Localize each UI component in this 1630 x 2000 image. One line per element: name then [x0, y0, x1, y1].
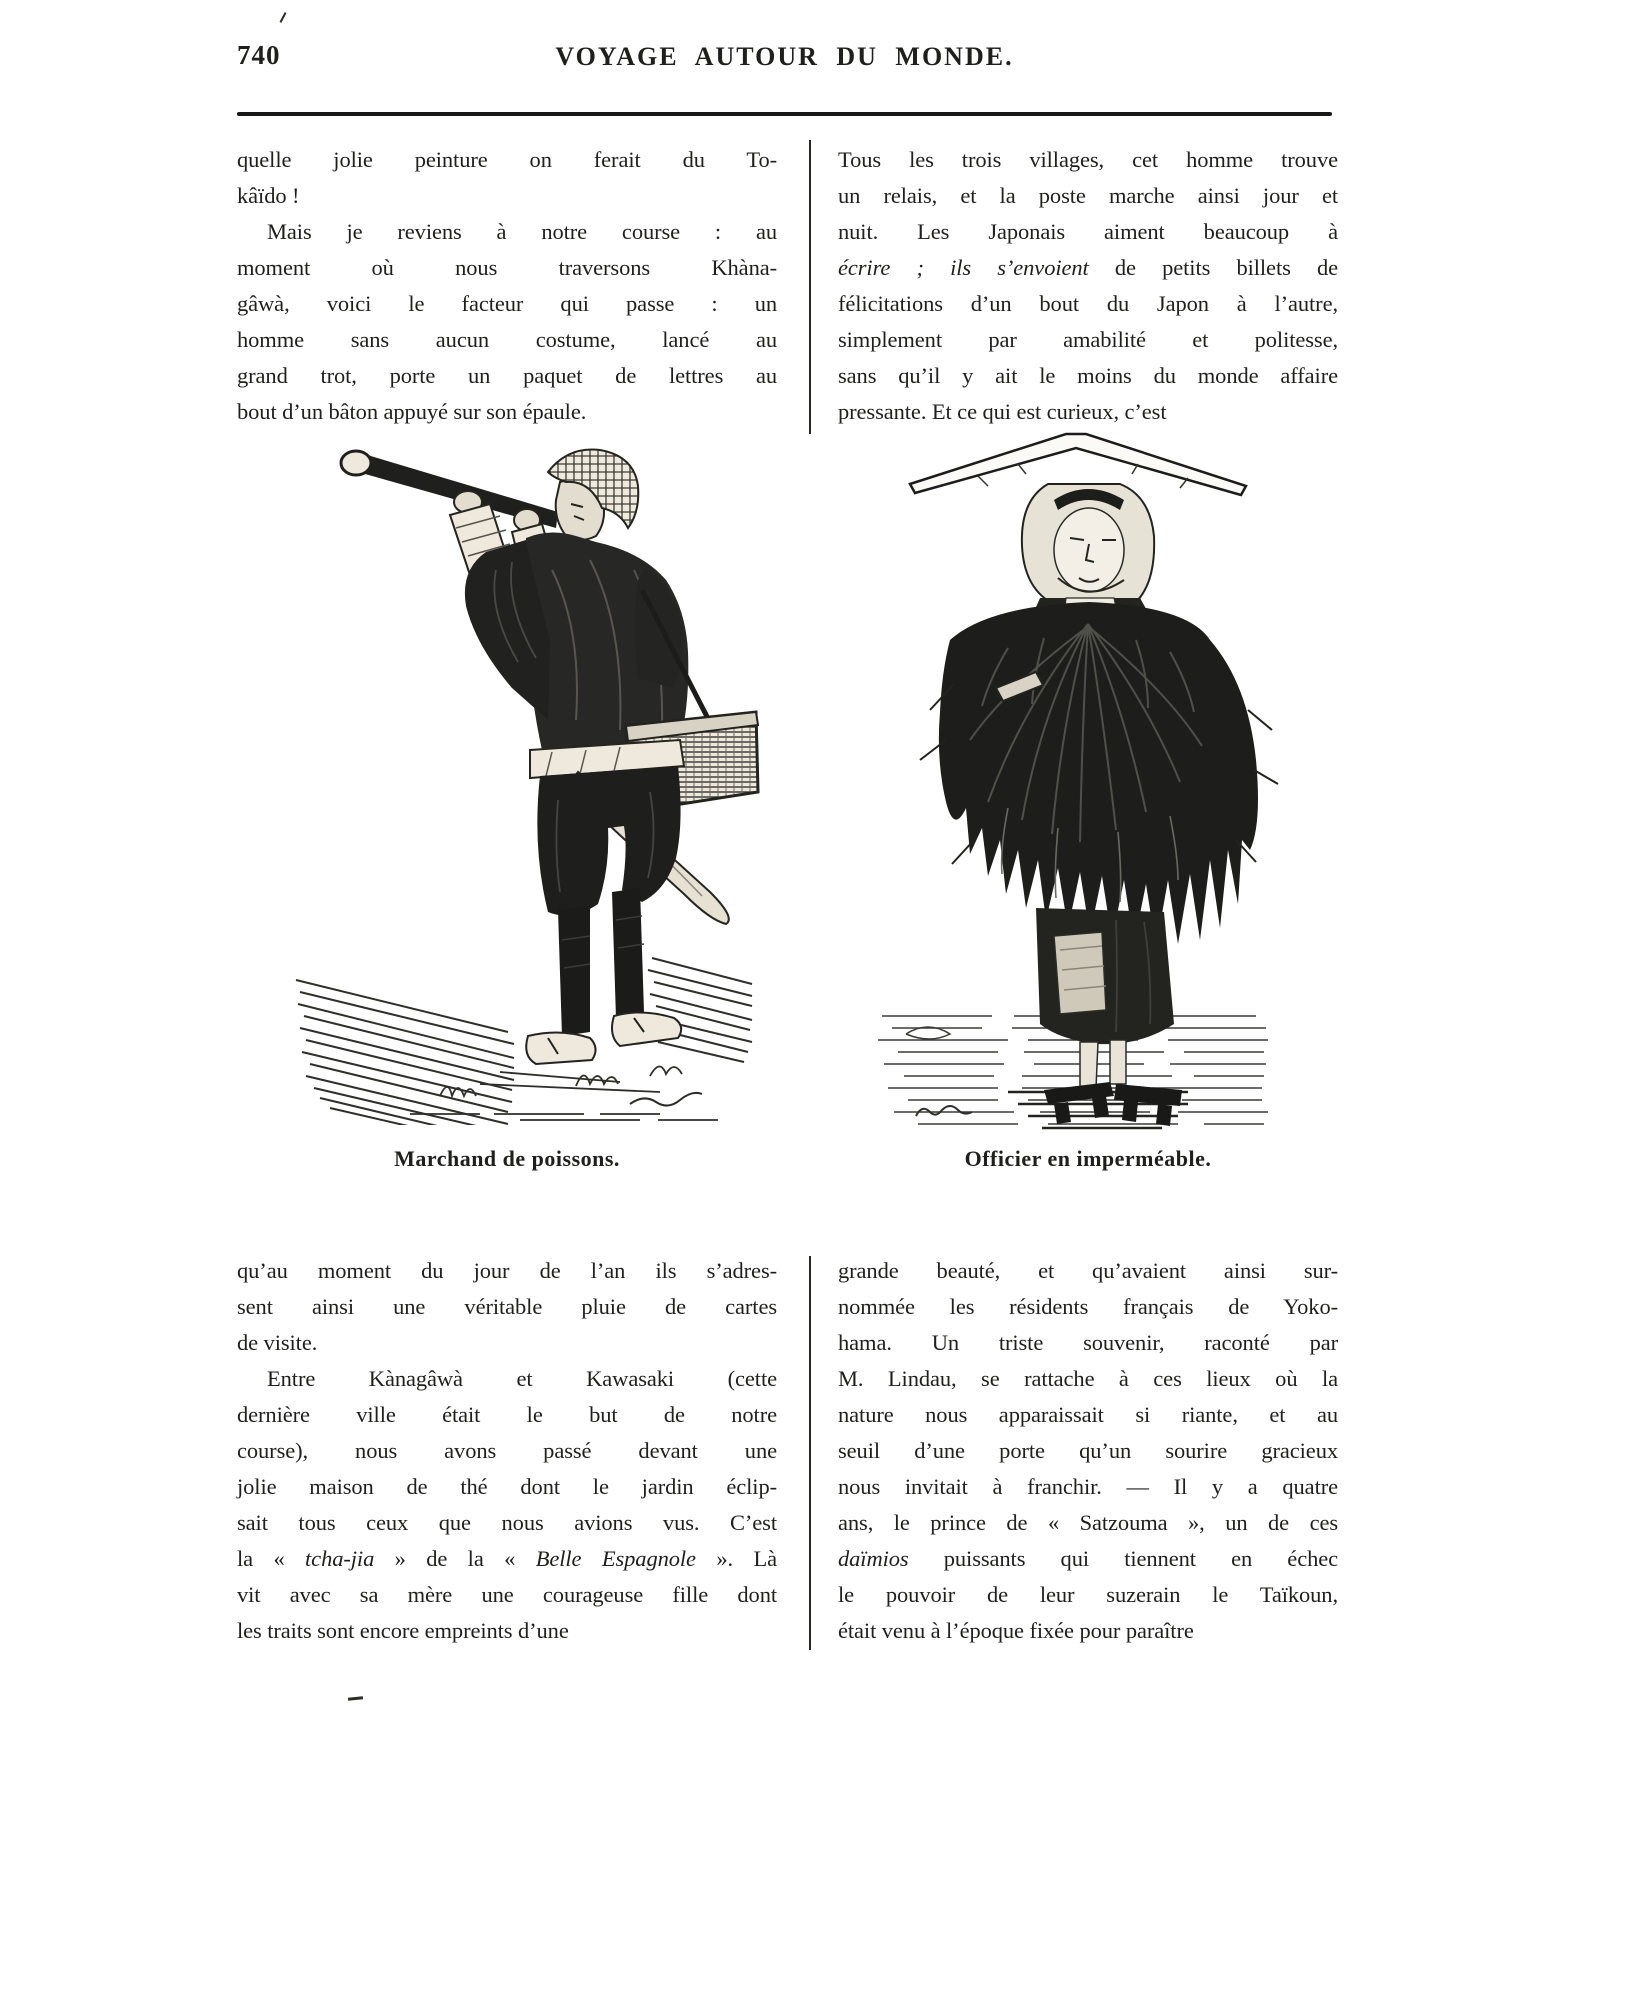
running-title: VOYAGE AUTOUR DU MONDE.	[555, 42, 1014, 71]
text-line: pressante. Et ce qui est curieux, c’est	[838, 399, 1167, 424]
text-line: le pouvoir de leur suzerain le Taïkoun,	[838, 1582, 1338, 1607]
right-sandal	[612, 1012, 681, 1046]
text-line: un relais, et la poste marche ainsi jour et	[838, 183, 1338, 208]
column-divider-top	[809, 140, 811, 434]
text-line: sans qu’il y ait le moins du monde affaire	[838, 363, 1338, 388]
left-sandal	[526, 1032, 595, 1064]
text-column-bottom-right	[838, 1253, 1338, 1649]
trousers	[537, 766, 680, 916]
text-line: Mais je reviens à notre course : au	[267, 219, 777, 244]
text-line: Entre Kànagâwà et Kawasaki (cette	[267, 1366, 777, 1391]
text-line: Tous les trois villages, cet homme trouve	[838, 147, 1338, 172]
header-rule	[237, 112, 1332, 116]
text-line: nommée les résidents français de Yoko-	[838, 1294, 1338, 1319]
text-line: M. Lindau, se rattache à ces lieux où la	[838, 1366, 1338, 1391]
officer-figure	[910, 434, 1278, 1126]
right-ankle	[1110, 1040, 1126, 1084]
left-ankle	[1080, 1042, 1098, 1088]
text-line: qu’au moment du jour de l’an ils s’adres-	[237, 1258, 777, 1283]
text-line: gâwà, voici le facteur qui passe : un	[237, 291, 777, 316]
text-line: grand trot, porte un paquet de lettres au	[237, 363, 777, 388]
text-line: nature nous apparaissait si riante, et au	[838, 1402, 1338, 1427]
text-line: jolie maison de thé dont le jardin éclip-	[237, 1474, 777, 1499]
text-line: la « tcha-jia » de la « Belle Espagnole ». Là	[237, 1546, 777, 1571]
figure-caption-right: Officier en imperméable.	[964, 1146, 1212, 1171]
text-line: dernière ville était le but de notre	[237, 1402, 777, 1427]
text-line: était venu à l’époque fixée pour paraître	[838, 1618, 1194, 1643]
fish-merchant-figure	[341, 449, 758, 1064]
ground-hatching	[296, 958, 752, 1125]
left-shin	[558, 906, 590, 1036]
stray-mark	[348, 1696, 363, 1701]
text-line: les traits sont encore empreints d’une	[237, 1618, 569, 1643]
text-column-top-left	[237, 142, 777, 430]
fish-merchant-engraving	[290, 420, 760, 1125]
robe-panel	[1054, 932, 1106, 1014]
page-number: 740	[237, 40, 281, 70]
text-line: grande beauté, et qu’avaient ainsi sur-	[838, 1258, 1338, 1283]
text-line: simplement par amabilité et politesse,	[838, 327, 1338, 352]
text-line: félicitations d’un bout du Japon à l’autre,	[838, 291, 1338, 316]
text-line: écrire ; ils s’envoient de petits billets de	[838, 255, 1338, 280]
text-line: ans, le prince de « Satzouma », un de ces	[838, 1510, 1338, 1535]
figure-caption-left: Marchand de poissons.	[394, 1146, 620, 1171]
text-line: de visite.	[237, 1330, 318, 1355]
text-line: nous invitait à franchir. — Il y a quatre	[838, 1474, 1338, 1499]
text-line: bout d’un bâton appuyé sur son épaule.	[237, 399, 587, 424]
engraver-signature	[916, 1106, 972, 1116]
text-line: course), nous avons passé devant une	[237, 1438, 777, 1463]
text-line: sait tous ceux que nous avions vus. C’est	[237, 1510, 777, 1535]
text-line: hama. Un triste souvenir, raconté par	[838, 1330, 1338, 1355]
straw-cape	[939, 602, 1258, 948]
text-line: quelle jolie peinture on ferait du To-	[237, 147, 777, 172]
stray-mark	[280, 12, 287, 23]
text-line: homme sans aucun costume, lancé au	[237, 327, 777, 352]
text-column-top-right	[838, 142, 1338, 430]
face	[1054, 508, 1124, 592]
horn-bell	[341, 451, 371, 475]
engraver-signature	[630, 1093, 702, 1106]
text-line: seuil d’une porte qu’un sourire gracieux	[838, 1438, 1338, 1463]
officer-straw-raincoat-engraving	[858, 388, 1298, 1143]
text-line: daïmios puissants qui tiennent en échec	[838, 1546, 1338, 1571]
text-line: nuit. Les Japonais aiment beaucoup à	[838, 219, 1338, 244]
text-line: kâïdo !	[237, 183, 300, 208]
right-sleeve	[635, 568, 682, 688]
text-line: sent ainsi une véritable pluie de cartes	[237, 1294, 777, 1319]
column-divider-bottom	[809, 1256, 811, 1650]
text-column-bottom-left	[237, 1253, 777, 1649]
right-shin	[612, 888, 644, 1018]
text-line: vit avec sa mère une courageuse fille dont	[237, 1582, 777, 1607]
text-line: moment où nous traversons Khàna-	[237, 255, 777, 280]
